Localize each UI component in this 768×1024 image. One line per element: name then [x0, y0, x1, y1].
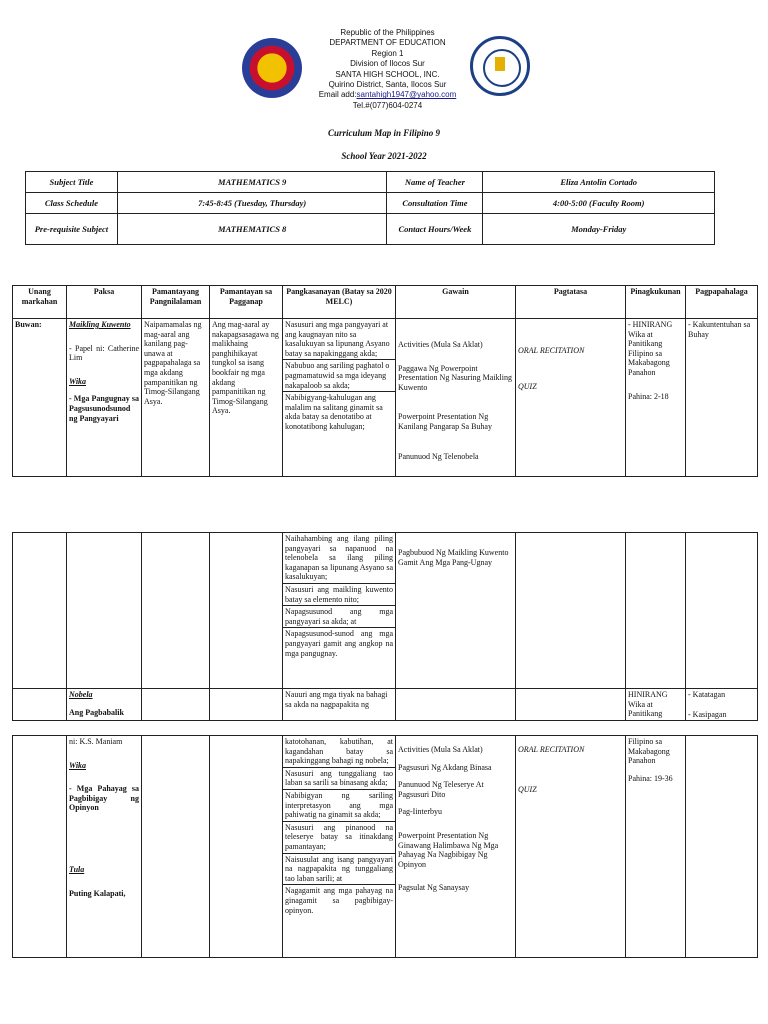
letterhead-line: Quirino District, Santa, Ilocos Sur [328, 80, 447, 90]
empty-cell [210, 736, 283, 958]
paksa-cell [67, 319, 142, 477]
curriculum-table-part-2 [12, 532, 758, 721]
schedule-label: Class Schedule [26, 193, 118, 214]
paksa-pahayag-opinyon: - Mga Pahayag sa Pagbibigay ng Opinyon [69, 784, 139, 813]
pagpapahalaga-item: - Katatagan [688, 690, 726, 699]
paksa-tula: Tula [69, 864, 85, 874]
email-link[interactable]: santahigh1947@yahoo.com [356, 90, 457, 100]
pagtatasa-cell [516, 319, 626, 477]
empty-cell [210, 689, 283, 721]
pagtatasa-item: QUIZ [518, 381, 537, 391]
pangkasanayan-cell [283, 533, 396, 689]
empty-cell [13, 736, 67, 958]
pagtatasa-item: QUIZ [518, 784, 537, 794]
header-pangkasanayan: Pangkasanayan (Batay sa 2020 MELC) [283, 286, 396, 319]
subject-info-table [25, 171, 715, 245]
pangkasanayan-item: Nasusuri ang pinanood na teleserye batay sa itinakdang pamantayan; [283, 822, 395, 854]
consultation-label: Consultation Time [387, 193, 483, 214]
pangkasanayan-cell: Nauuri ang mga tiyak na bahagi sa akda na nagpapakita ng [283, 689, 396, 721]
gawain-item: Pag-Iinterbyu [398, 807, 442, 817]
pangkasanayan-item: Nasusuri ang maikling kuwento batay sa elemento nito; [283, 584, 395, 606]
gawain-item: Activities (Mula Sa Aklat) [398, 745, 483, 754]
santa-high-school-seal-logo [470, 36, 530, 96]
pagganap-cell: Ang mag-aaral ay nakapagsasagawa ng malikhaing panghihikayat tungkol sa isang bookfair ng mga akdang pampanitikan ng Timog-Silangang Asya. [210, 319, 283, 477]
letterhead [0, 28, 768, 120]
empty-cell [516, 689, 626, 721]
empty-cell [67, 533, 142, 689]
seal-torch-icon [495, 57, 505, 71]
empty-cell [13, 689, 67, 721]
letterhead-line: Republic of the Philippines [340, 28, 435, 37]
pangkasanayan-cell [283, 736, 396, 958]
subject-title-label: Subject Title [26, 172, 118, 193]
paksa-ang-pagbabalik: Ang Pagbabalik [69, 707, 124, 717]
contact-value: Monday-Friday [483, 214, 715, 245]
teacher-value: Eliza Antolin Cortado [483, 172, 715, 193]
gawain-item: Pagbubuod Ng Maikling Kuwento Gamit Ang Mga Pang-Ugnay [398, 548, 509, 567]
curriculum-table-part-1 [12, 285, 758, 477]
consultation-value: 4:00-5:00 (Faculty Room) [483, 193, 715, 214]
gawain-cell [396, 533, 516, 689]
schedule-value: 7:45-8:45 (Tuesday, Thursday) [117, 193, 387, 214]
letterhead-line: Division of Ilocos Sur [350, 59, 425, 69]
buwan-cell: Buwan: [13, 319, 67, 477]
gawain-item: Pagsusuri Ng Akdang Binasa [398, 762, 492, 772]
teacher-label: Name of Teacher [387, 172, 483, 193]
gawain-item: Powerpoint Presentation Ng Ginawang Halimbawa Ng Mga Pahayag Na Nagbibigay Ng Opinyon [398, 830, 499, 869]
pagpapahalaga-cell: - Kakuntentuhan sa Buhay [686, 319, 758, 477]
gawain-item: Pagsulat Ng Sanaysay [398, 883, 470, 893]
subject-title-value: MATHEMATICS 9 [117, 172, 387, 193]
email-label: Email add: [318, 90, 357, 100]
pagtatasa-item: ORAL RECITATION [518, 346, 585, 355]
school-year: School Year 2021-2022 [341, 151, 427, 161]
pagtatasa-cell [516, 736, 626, 958]
document-title: Curriculum Map in Filipino 9 [327, 128, 441, 138]
paksa-cell [67, 689, 142, 721]
header-gawain: Gawain [396, 286, 516, 319]
pangkasanayan-item: Napagsusunod ang mga pangyayari sa akda; at [283, 606, 395, 628]
pinagkukunan-cell: HINIRANG Wika at Panitikang [626, 689, 686, 721]
header-pinagkukunan: Pinagkukunan [626, 286, 686, 319]
pangnilalaman-cell: Naipamamalas ng mag-aaral ang kanilang pag-unawa at pagpapahalaga sa mga akdang pampanitikan ng Timog-Silangang Asya. [142, 319, 210, 477]
pangkasanayan-cell [283, 319, 396, 477]
pagtatasa-item: ORAL RECITATION [518, 745, 585, 754]
gawain-cell [396, 319, 516, 477]
paksa-nobela: Nobela [69, 690, 93, 699]
empty-cell [13, 533, 67, 689]
header-pagpapahalaga: Pagpapahalaga [686, 286, 758, 319]
pinagkukunan-cell [626, 736, 686, 958]
pangkasanayan-item: katotohanan, kabutihan, at kagandahan batay sa napakinggang bahagi ng nobela; [283, 736, 395, 768]
pangkasanayan-item: Nasusuri ang mga pangyayari at ang kaugnayan nito sa kasalukuyan sa lipunang Asyano batay sa napakinggang akda; [283, 319, 395, 360]
pagpapahalaga-item: - Kasipagan [688, 709, 727, 719]
paksa-maikling-kuwento: Maikling Kuwento [69, 320, 131, 329]
pangkasanayan-item: Naisusulat ang isang pangyayari na nagpapakita ng tunggaliang tao laban sarili; at [283, 854, 395, 886]
pinagkukunan-book: Filipino sa Makabagong Panahon [628, 737, 670, 766]
letterhead-line: Region 1 [371, 48, 404, 58]
letterhead-text [300, 28, 475, 111]
curriculum-table-part-3 [12, 735, 758, 958]
deped-seal-logo [242, 38, 302, 98]
paksa-wika: Wika [69, 760, 87, 770]
gawain-item: Panunuod Ng Teleserye At Pagsusuri Dito [398, 780, 484, 799]
paksa-papel: - Papel ni: Catherine Lim [69, 343, 139, 363]
paksa-wika: Wika [69, 376, 87, 386]
pangkasanayan-item: Napagsusunod-sunod ang mga pangyayari gamit ang angkop na mga pangugnay. [285, 629, 393, 658]
header-unang-markahan: Unang markahan [13, 286, 67, 319]
header-pagganap: Pamantayan sa Pagganap [210, 286, 283, 319]
empty-cell [686, 533, 758, 689]
paksa-cell [67, 736, 142, 958]
empty-cell [210, 533, 283, 689]
empty-cell [396, 689, 516, 721]
gawain-item: Activities (Mula Sa Aklat) [398, 340, 483, 349]
letterhead-line: SANTA HIGH SCHOOL, INC. [335, 69, 440, 79]
gawain-item: Panunuod Ng Telenobela [398, 451, 479, 461]
empty-cell [142, 533, 210, 689]
pangkasanayan-item: Nabibigyang-kahulugan ang malalim na salitang ginamit sa akda batay sa denotatibo at konotatibong kahulugan; [285, 393, 383, 431]
email-line [300, 90, 475, 100]
pinagkukunan-pages: Pahina: 2-18 [628, 391, 669, 401]
empty-cell [142, 689, 210, 721]
letterhead-line: DEPARTMENT OF EDUCATION [329, 38, 446, 48]
pagpapahalaga-cell [686, 689, 758, 721]
header-pangnilalaman: Pamantayang Pangnilalaman [142, 286, 210, 319]
empty-cell [142, 736, 210, 958]
paksa-author: ni: K.S. Maniam [69, 737, 123, 746]
pangkasanayan-item: Nabibigyan ng sariling interpretasyon ang mga pahiwatig na ginamit sa akda; [283, 790, 395, 822]
gawain-cell [396, 736, 516, 958]
gawain-item: Paggawa Ng Powerpoint Presentation Ng Nasuring Maikling Kuwento [398, 363, 512, 392]
pangkasanayan-item: Nabubuo ang sariling paghatol o pagmamatuwid sa mga ideyang nakapaloob sa akda; [283, 360, 395, 392]
empty-cell [686, 736, 758, 958]
prereq-label: Pre-requisite Subject [26, 214, 118, 245]
header-paksa: Paksa [67, 286, 142, 319]
pangkasanayan-item: Nagagamit ang mga pahayag na ginagamit sa pagbibigay-opinyon. [285, 886, 393, 915]
paksa-pangugnay: - Mga Pangugnay sa Pagsusunodsunod ng Pangyayari [69, 394, 139, 423]
pinagkukunan-cell [626, 319, 686, 477]
gawain-item: Powerpoint Presentation Ng Kanilang Pangarap Sa Buhay [398, 412, 492, 431]
paksa-puting-kalapati: Puting Kalapati, [69, 888, 126, 898]
pangkasanayan-item: Naihahambing ang ilang piling pangyayari sa napanuod na telenobela sa ilang piling kaganapan sa lipunang Asyano sa kasalukuyan; [283, 533, 395, 584]
pinagkukunan-pages: Pahina: 19-36 [628, 773, 673, 783]
empty-cell [516, 533, 626, 689]
header-pagtatasa: Pagtatasa [516, 286, 626, 319]
empty-cell [626, 533, 686, 689]
telephone-line: Tel.#(077)604-0274 [352, 100, 423, 110]
pinagkukunan-book: - HINIRANG Wika at Panitikang Filipino sa Makabagong Panahon [628, 320, 673, 377]
prereq-value: MATHEMATICS 8 [117, 214, 387, 245]
pangkasanayan-item: Nasusuri ang tunggaliang tao laban sa sarili sa binasang akda; [283, 768, 395, 790]
contact-label: Contact Hours/Week [387, 214, 483, 245]
